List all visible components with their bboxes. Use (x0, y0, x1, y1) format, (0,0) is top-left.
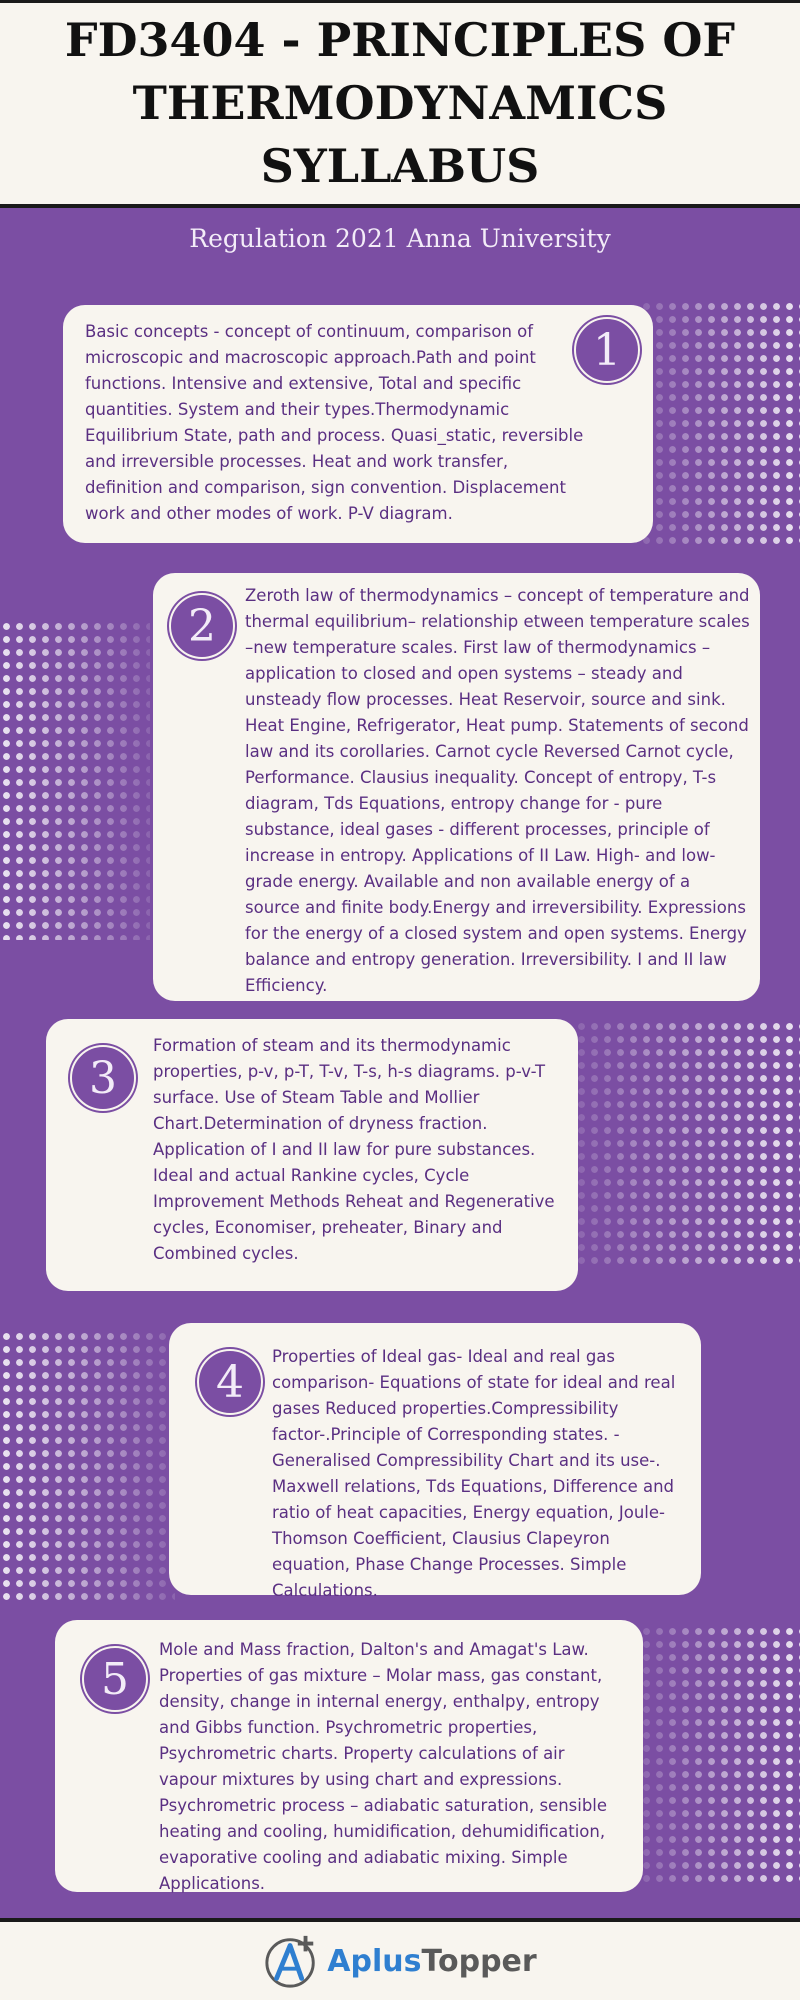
dot-pattern-3 (575, 1020, 800, 1270)
unit-card-2 (153, 573, 760, 1001)
logo-text-aplus: Aplus (327, 1943, 422, 1979)
logo-text (327, 1944, 536, 1979)
footer (0, 1918, 800, 2000)
unit-card-4 (169, 1323, 701, 1600)
dot-pattern-2 (0, 620, 150, 940)
header (0, 0, 800, 208)
dot-pattern-1 (640, 300, 800, 550)
unit-card-3 (46, 1019, 578, 1291)
page-title: FD3404 - PRINCIPLES OF THERMODYNAMICS SYLLABUS (64, 13, 736, 193)
unit-text-1: Basic concepts - concept of continuum, comparison of microscopic and macroscopic approach.Path and point functions. Intensive and extensive, Total and specific quantities. System and their types.Thermodynamic Equilibrium State, path and process. Quasi_static, reversible and irreversible processes. Heat and work transfer, definition and comparison, sign convention. Displacement work and other modes of work. P-V diagram. (85, 322, 584, 523)
unit-badge-2: 2 (169, 593, 235, 659)
aplustopper-logo[interactable] (263, 1932, 536, 1990)
logo-text-topper: Topper (421, 1943, 537, 1979)
unit-badge-4: 4 (197, 1349, 263, 1415)
unit-text-4: Properties of Ideal gas- Ideal and real gas comparison- Equations of state for ideal and real gases Reduced properties.Compressibility factor-.Principle of Corresponding states. -Generalised Compressibility Chart and its use-. Maxwell relations, Tds Equations, Difference and ratio of heat capacities, Energy equation, Joule-Thomson Coefficient, Clausius Clapeyron equation, Phase Change Processes. Simple Calculations. (272, 1347, 676, 1600)
unit-badge-5: 5 (82, 1646, 148, 1712)
unit-text-3: Formation of steam and its thermodynamic properties, p-v, p-T, T-v, T-s, h-s diagrams. p-v-T surface. Use of Steam Table and Mollier Chart.Determination of dryness fraction. Application of I and II law for pure substances. Ideal and actual Rankine cycles, Cycle Improvement Methods Reheat and Regenerative cycles, Economiser, preheater, Binary and Combined cycles. (153, 1036, 555, 1263)
unit-text-2: Zeroth law of thermodynamics – concept of temperature and thermal equilibrium– relationship etween temperature scales –new temperature scales. First law of thermodynamics – application to closed and open systems – steady and unsteady flow processes. Heat Reservoir, source and sink. Heat Engine, Refrigerator, Heat pump. Statements of second law and its corollaries. Carnot cycle Reversed Carnot cycle, Performance. Clausius inequality. Concept of entropy, T-s diagram, Tds Equations, entropy change for - pure substance, ideal gases - different processes, principle of increase in entropy. Applications of II Law. High- and low-grade energy. Available and non available energy of a source and finite body.Energy and irreversibility. Expressions for the energy of a closed system and open systems. Energy balance and entropy generation. Irreversibility. I and II law Efficiency. (245, 586, 750, 995)
subtitle: Regulation 2021 Anna University (189, 224, 611, 253)
unit-card-1 (63, 305, 653, 543)
unit-text-5: Mole and Mass fraction, Dalton's and Amagat's Law. Properties of gas mixture – Molar mass, gas constant, density, change in internal energy, enthalpy, entropy and Gibbs function. Psychrometric properties, Psychrometric charts. Property calculations of air vapour mixtures by using chart and expressions. Psychrometric process – adiabatic saturation, sensible heating and cooling, humidification, dehumidification, evaporative cooling and adiabatic mixing. Simple Applications. (159, 1640, 608, 1893)
unit-badge-3: 3 (70, 1045, 136, 1111)
unit-card-5 (55, 1620, 643, 1892)
aplustopper-logo-icon (263, 1932, 321, 1990)
unit-badge-1: 1 (574, 317, 640, 383)
dot-pattern-5 (640, 1625, 800, 1885)
dot-pattern-4 (0, 1330, 175, 1600)
